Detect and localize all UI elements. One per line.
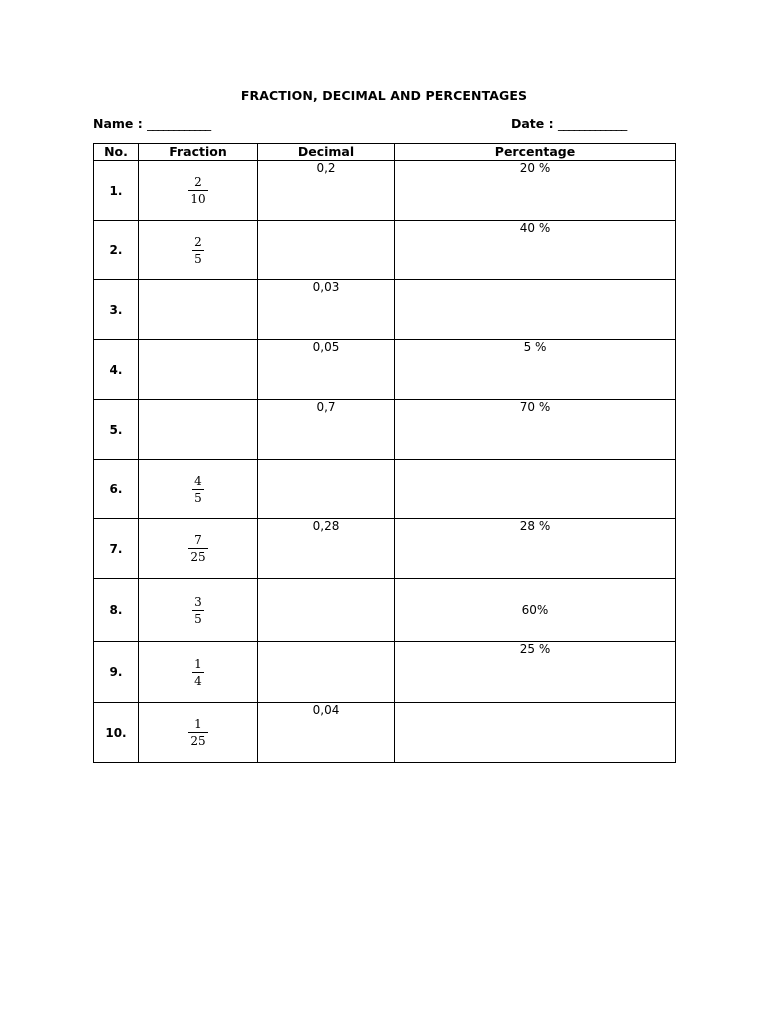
decimal-cell[interactable]: 0,28 [258,519,395,579]
table-row [94,642,676,703]
row-number: 9. [94,642,139,703]
fraction-numerator: 2 [194,234,202,249]
decimal-cell[interactable] [258,221,395,280]
fraction-numerator: 3 [194,594,202,609]
fraction-value [192,657,204,688]
fraction-denominator: 10 [190,192,206,206]
name-label: Name : [93,116,148,131]
row-number: 5. [94,400,139,460]
fraction-cell[interactable] [139,280,258,340]
name-field[interactable] [93,116,210,131]
row-number: 10. [94,703,139,763]
date-blank-line: _____________ [557,116,627,131]
decimal-cell[interactable]: 0,2 [258,161,395,221]
header-no: No. [94,144,139,161]
table-row [94,280,676,340]
row-number: 1. [94,161,139,221]
header-percentage: Percentage [395,144,676,161]
decimal-cell[interactable]: 0,05 [258,340,395,400]
fraction-denominator: 25 [190,550,206,564]
table-row [94,161,676,221]
decimal-cell[interactable]: 0,03 [258,280,395,340]
percentage-cell[interactable]: 5 % [395,340,676,400]
fraction-table [93,143,676,763]
fraction-cell[interactable] [139,703,258,763]
fraction-numerator: 1 [194,656,202,671]
fraction-cell[interactable] [139,340,258,400]
percentage-cell[interactable] [395,460,676,519]
fraction-cell[interactable] [139,519,258,579]
fraction-cell[interactable] [139,161,258,221]
table-row [94,579,676,642]
percentage-cell[interactable]: 20 % [395,161,676,221]
percentage-cell[interactable]: 40 % [395,221,676,280]
date-field[interactable] [511,116,626,131]
fraction-numerator: 2 [194,175,202,189]
percentage-cell[interactable]: 28 % [395,519,676,579]
row-number: 6. [94,460,139,519]
name-blank-line: ____________ [147,116,211,131]
header-fraction: Fraction [139,144,258,161]
date-label: Date : [511,116,558,131]
fraction-denominator: 5 [194,490,202,505]
table-row [94,400,676,460]
decimal-cell[interactable]: 0,04 [258,703,395,763]
percentage-cell[interactable]: 60% [395,579,676,642]
fraction-denominator: 5 [194,251,202,266]
row-number: 2. [94,221,139,280]
fraction-value [192,235,204,266]
fraction-numerator: 1 [194,717,202,731]
fraction-denominator: 5 [194,611,202,626]
fraction-value [188,717,207,748]
table-row [94,703,676,763]
worksheet-title: FRACTION, DECIMAL AND PERCENTAGES [240,88,528,103]
decimal-cell[interactable]: 0,7 [258,400,395,460]
table-body [94,161,676,763]
fraction-value [188,533,207,564]
fraction-cell[interactable] [139,400,258,460]
fraction-cell[interactable] [139,221,258,280]
decimal-cell[interactable] [258,460,395,519]
fraction-numerator: 4 [194,473,202,488]
percentage-cell[interactable]: 25 % [395,642,676,703]
percentage-cell[interactable] [395,703,676,763]
table-row [94,221,676,280]
fraction-denominator: 25 [190,734,206,748]
header-decimal: Decimal [258,144,395,161]
fraction-value [188,175,207,206]
row-number: 3. [94,280,139,340]
fraction-cell[interactable] [139,579,258,642]
percentage-cell[interactable] [395,280,676,340]
fraction-value [192,595,204,626]
decimal-cell[interactable] [258,642,395,703]
row-number: 7. [94,519,139,579]
decimal-cell[interactable] [258,579,395,642]
fraction-cell[interactable] [139,460,258,519]
row-number: 4. [94,340,139,400]
percentage-cell[interactable]: 70 % [395,400,676,460]
fraction-value [192,474,204,505]
table-row [94,460,676,519]
table-row [94,340,676,400]
table-row [94,519,676,579]
row-number: 8. [94,579,139,642]
fraction-cell[interactable] [139,642,258,703]
fraction-denominator: 4 [194,673,202,688]
table-header-row [94,144,676,161]
fraction-numerator: 7 [194,533,202,547]
